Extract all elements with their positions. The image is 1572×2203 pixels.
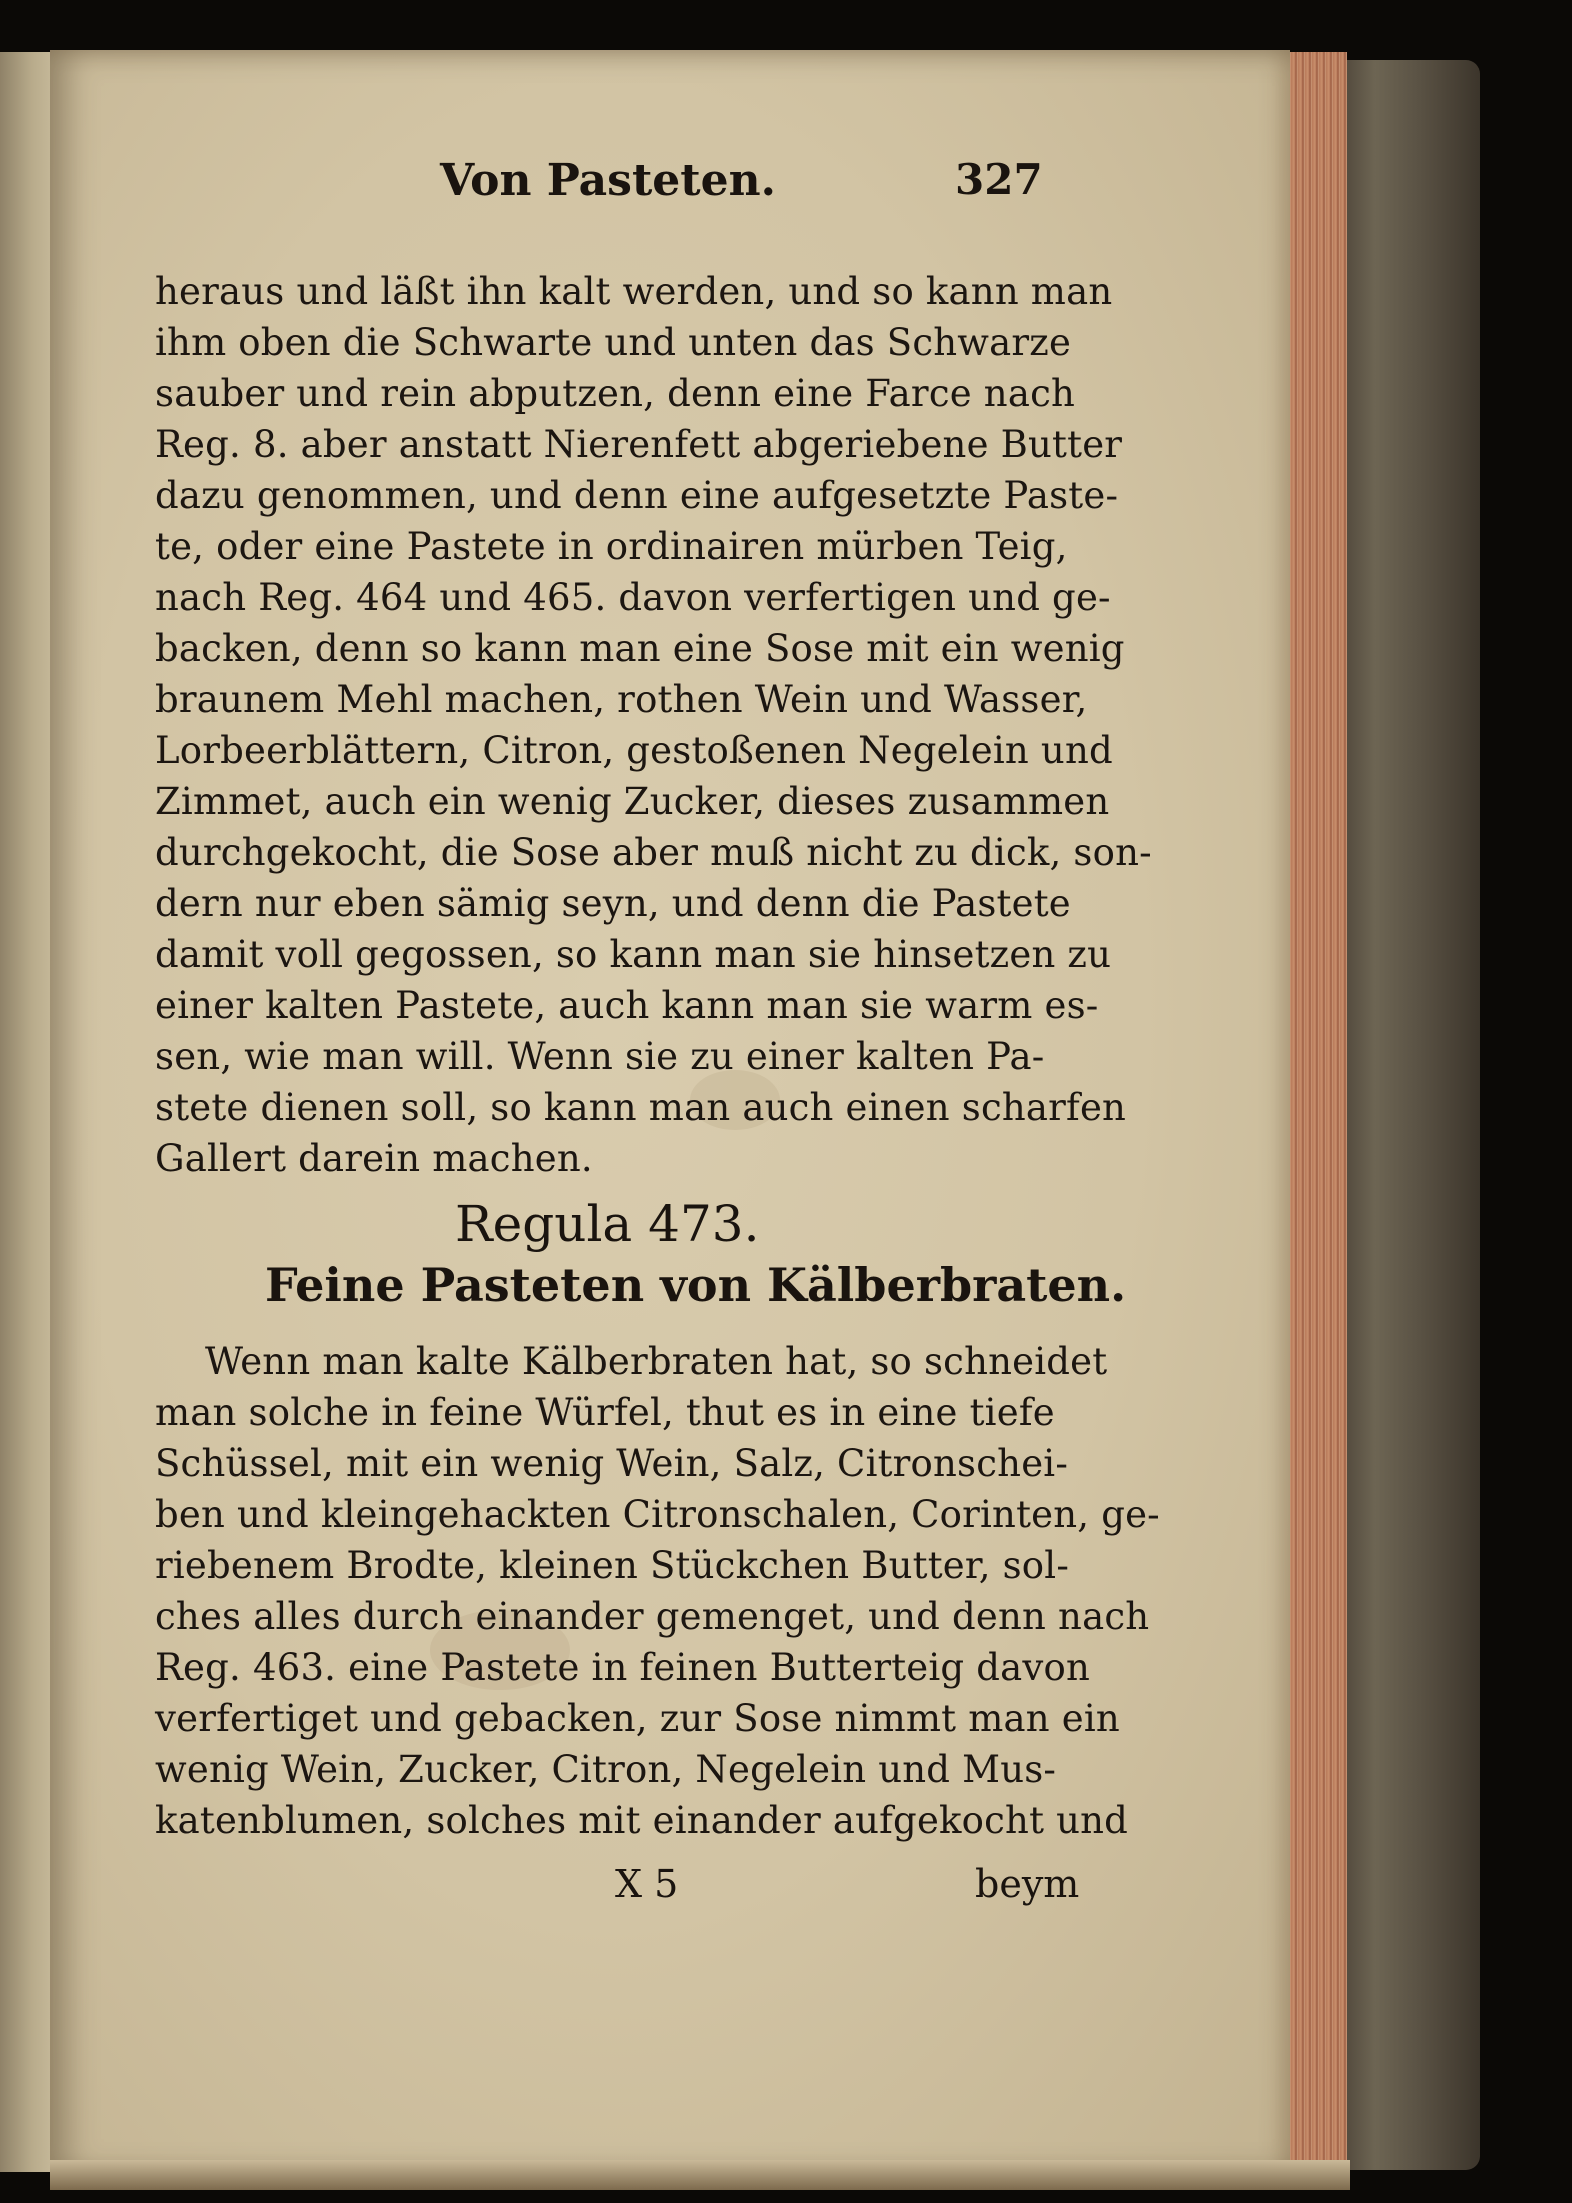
text-line: ihm oben die Schwarte und unten das Schwarze	[155, 321, 1072, 364]
text-line: Zimmet, auch ein wenig Zucker, dieses zusammen	[155, 780, 1110, 823]
text-line: Schüssel, mit ein wenig Wein, Salz, Citronschei-	[155, 1442, 1069, 1485]
text-line: dern nur eben sämig seyn, und denn die Pastete	[155, 882, 1071, 925]
text-line: Lorbeerblättern, Citron, gestoßenen Negelein und	[155, 729, 1113, 772]
text-line: Reg. 8. aber anstatt Nierenfett abgeriebene Butter	[155, 423, 1123, 466]
text-line: stete dienen soll, so kann man auch einen scharfen	[155, 1086, 1127, 1129]
text-line: backen, denn so kann man eine Sose mit ein wenig	[155, 627, 1125, 670]
signature-mark: X 5	[615, 1862, 679, 1906]
text-line: katenblumen, solches mit einander aufgekocht und	[155, 1799, 1129, 1842]
text-line: wenig Wein, Zucker, Citron, Negelein und Mus-	[155, 1748, 1057, 1791]
book-cover	[1340, 60, 1480, 2170]
page-number: 327	[955, 155, 1043, 204]
text-line: einer kalten Pastete, auch kann man sie warm es-	[155, 984, 1099, 1027]
text-line: braunem Mehl machen, rothen Wein und Wasser,	[155, 678, 1088, 721]
text-line: sauber und rein abputzen, denn eine Farce nach	[155, 372, 1076, 415]
text-line: te, oder eine Pastete in ordinairen mürben Teig,	[155, 525, 1068, 568]
text-line: verfertiget und gebacken, zur Sose nimmt man ein	[155, 1697, 1120, 1740]
text-line: sen, wie man will. Wenn sie zu einer kalten Pa-	[155, 1035, 1045, 1078]
section-number: Regula 473.	[455, 1195, 760, 1253]
text-line: dazu genommen, und denn eine aufgesetzte Paste-	[155, 474, 1119, 517]
text-line: riebenem Brodte, kleinen Stückchen Butter, sol-	[155, 1544, 1070, 1587]
running-head: Von Pasteten.	[440, 155, 776, 206]
text-line: man solche in feine Würfel, thut es in eine tiefe	[155, 1391, 1055, 1434]
text-line: Gallert darein machen.	[155, 1137, 593, 1180]
page-bottom-edge	[50, 2160, 1350, 2190]
catchword: beym	[975, 1862, 1080, 1906]
text-line: Wenn man kalte Kälberbraten hat, so schneidet	[205, 1340, 1108, 1383]
text-line: ben und kleingehackten Citronschalen, Corinten, ge-	[155, 1493, 1160, 1536]
text-line: Reg. 463. eine Pastete in feinen Butterteig davon	[155, 1646, 1090, 1689]
text-line: heraus und läßt ihn kalt werden, und so kann man	[155, 270, 1113, 313]
text-line: damit voll gegossen, so kann man sie hinsetzen zu	[155, 933, 1112, 976]
text-line: nach Reg. 464 und 465. davon verfertigen und ge-	[155, 576, 1111, 619]
section-title: Feine Pasteten von Kälberbraten.	[265, 1258, 1127, 1312]
text-line: ches alles durch einander gemenget, und denn nach	[155, 1595, 1150, 1638]
text-line: durchgekocht, die Sose aber muß nicht zu dick, son-	[155, 831, 1152, 874]
